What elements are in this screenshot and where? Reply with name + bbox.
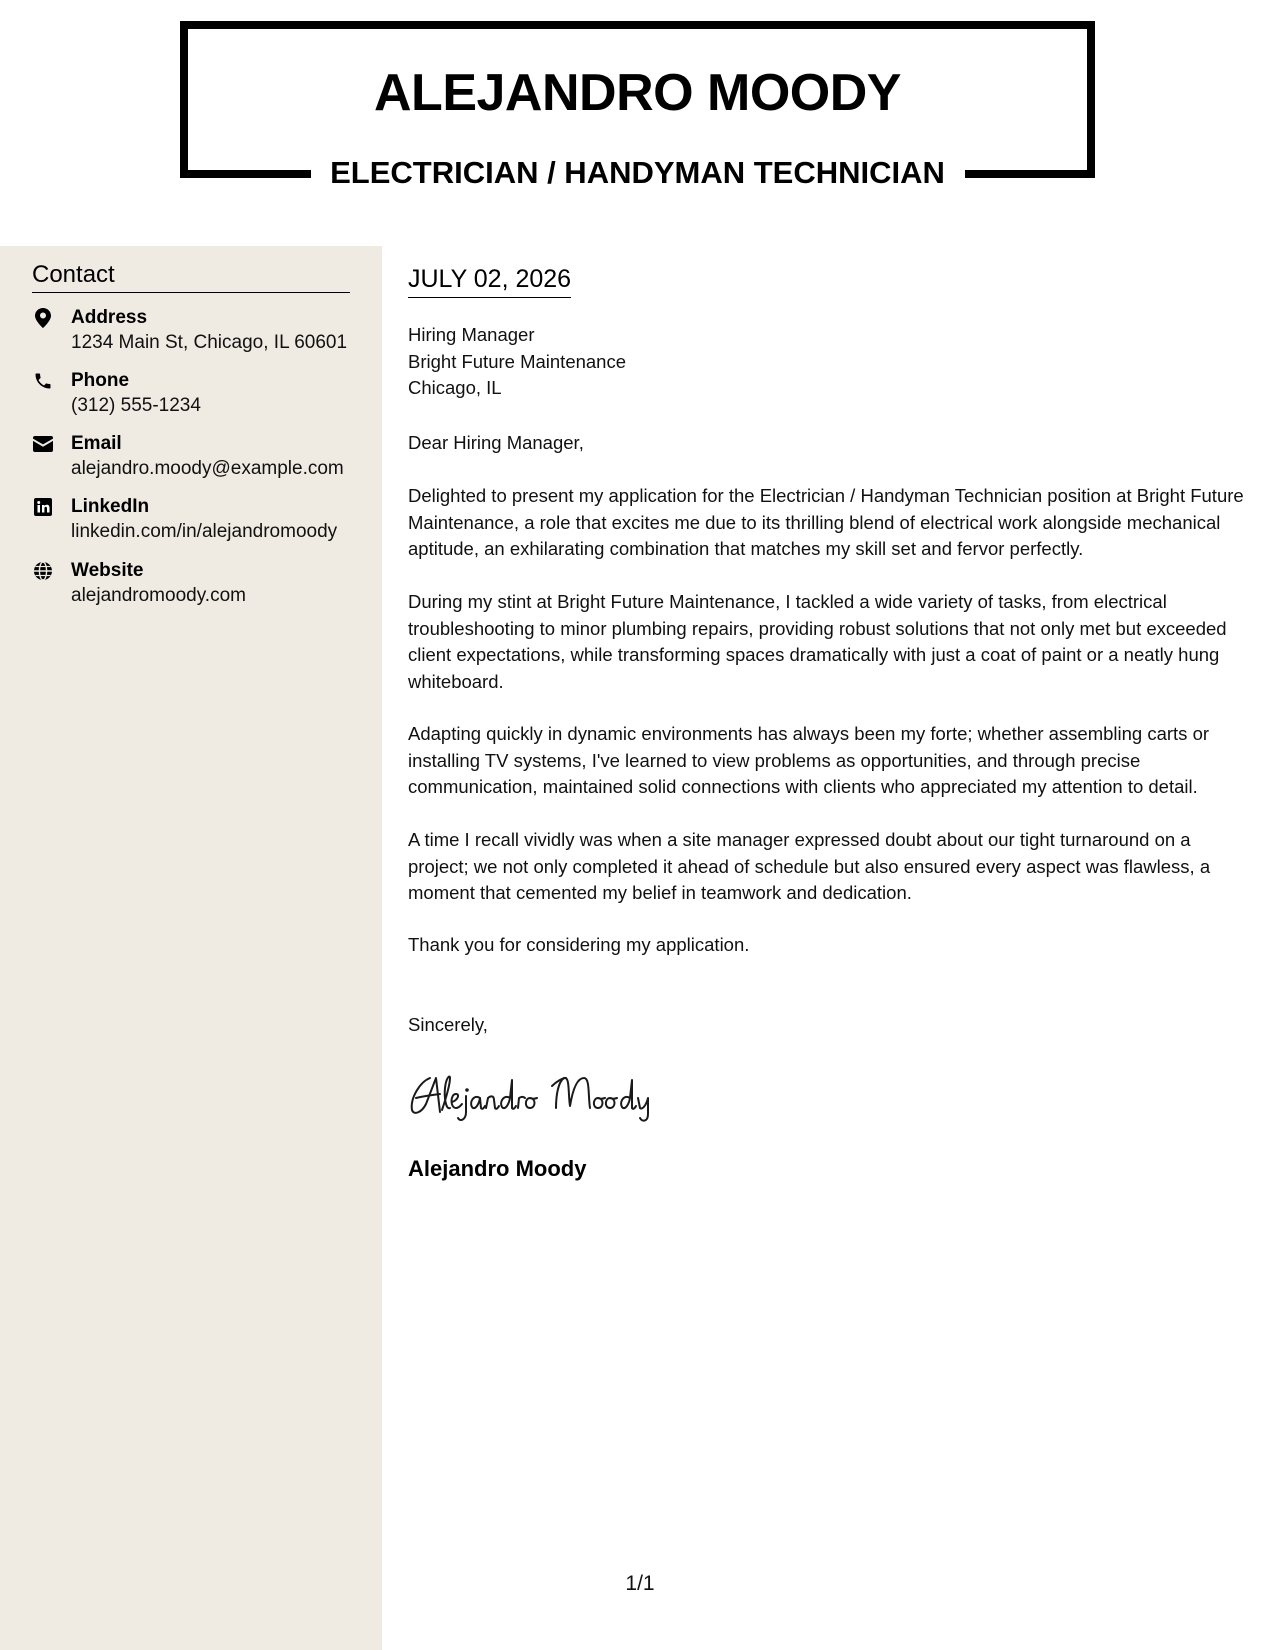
contact-label: Website <box>71 560 144 581</box>
salutation: Dear Hiring Manager, <box>408 432 584 453</box>
recipient-line: Bright Future Maintenance <box>408 350 627 372</box>
page-number: 1/1 <box>625 1572 655 1595</box>
body-paragraph: Adapting quickly in dynamic environments has always been my forte; whether assembling carts or installing TV systems, I've learned to view problems as opportunities, and through precise communication, maintained solid connections with clients who appreciated my attention to detail. <box>408 723 1210 797</box>
contact-item-website <box>32 558 372 614</box>
closing: Sincerely, <box>408 1014 488 1035</box>
contact-item-email <box>32 431 372 487</box>
contact-item-phone <box>32 368 372 424</box>
contact-label: Address <box>71 307 148 328</box>
letter-date: JULY 02, 2026 <box>408 262 571 298</box>
contact-value: 1234 Main St, Chicago, IL 60601 <box>71 332 348 353</box>
job-title: ELECTRICIAN / HANDYMAN TECHNICIAN <box>330 155 945 190</box>
recipient-line: Chicago, IL <box>408 377 502 398</box>
contact-item-address <box>32 305 372 361</box>
contact-label: Email <box>71 433 122 454</box>
body-paragraph: Thank you for considering my application. <box>408 934 750 955</box>
body-paragraph: During my stint at Bright Future Maintenance, I tackled a wide variety of tasks, from electrical troubleshooting to minor plumbing repairs, providing robust solutions that not only met but exceeded client expectations, while transforming spaces dramatically with just a coat of paint or a neatly hung whiteboard. <box>408 591 1227 692</box>
contact-value: linkedin.com/in/alejandromoody <box>71 521 338 542</box>
recipient-block <box>408 322 626 402</box>
handwritten-signature <box>406 1064 676 1124</box>
contact-value: (312) 555-1234 <box>71 395 201 416</box>
contact-value: alejandromoody.com <box>71 585 246 606</box>
body-paragraph: A time I recall vividly was when a site manager expressed doubt about our tight turnaround on a project; we not only completed it ahead of schedule but also ensured every aspect was flawless, a moment that cemented my belief in teamwork and dedication. <box>408 829 1211 903</box>
contact-value: alejandro.moody@example.com <box>71 458 344 479</box>
envelope-icon <box>32 433 54 455</box>
contact-heading: Contact <box>32 258 350 293</box>
signoff-name: Alejandro Moody <box>408 1156 587 1181</box>
contact-item-linkedin <box>32 494 372 550</box>
contact-label: Phone <box>71 370 130 391</box>
globe-icon <box>32 560 54 582</box>
linkedin-icon <box>32 496 54 518</box>
phone-icon <box>32 370 54 392</box>
applicant-name: ALEJANDRO MOODY <box>374 64 901 122</box>
contact-label: LinkedIn <box>71 496 150 517</box>
recipient-line: Hiring Manager <box>408 324 535 345</box>
body-paragraph: Delighted to present my application for the Electrician / Handyman Technician position at Bright Future Maintenance, a role that excites me due to its thrilling blend of electrical work alongside mechanical aptitude, an exhilarating combination that matches my skill set and fervor perfectly. <box>408 485 1244 559</box>
map-pin-icon <box>32 307 54 329</box>
